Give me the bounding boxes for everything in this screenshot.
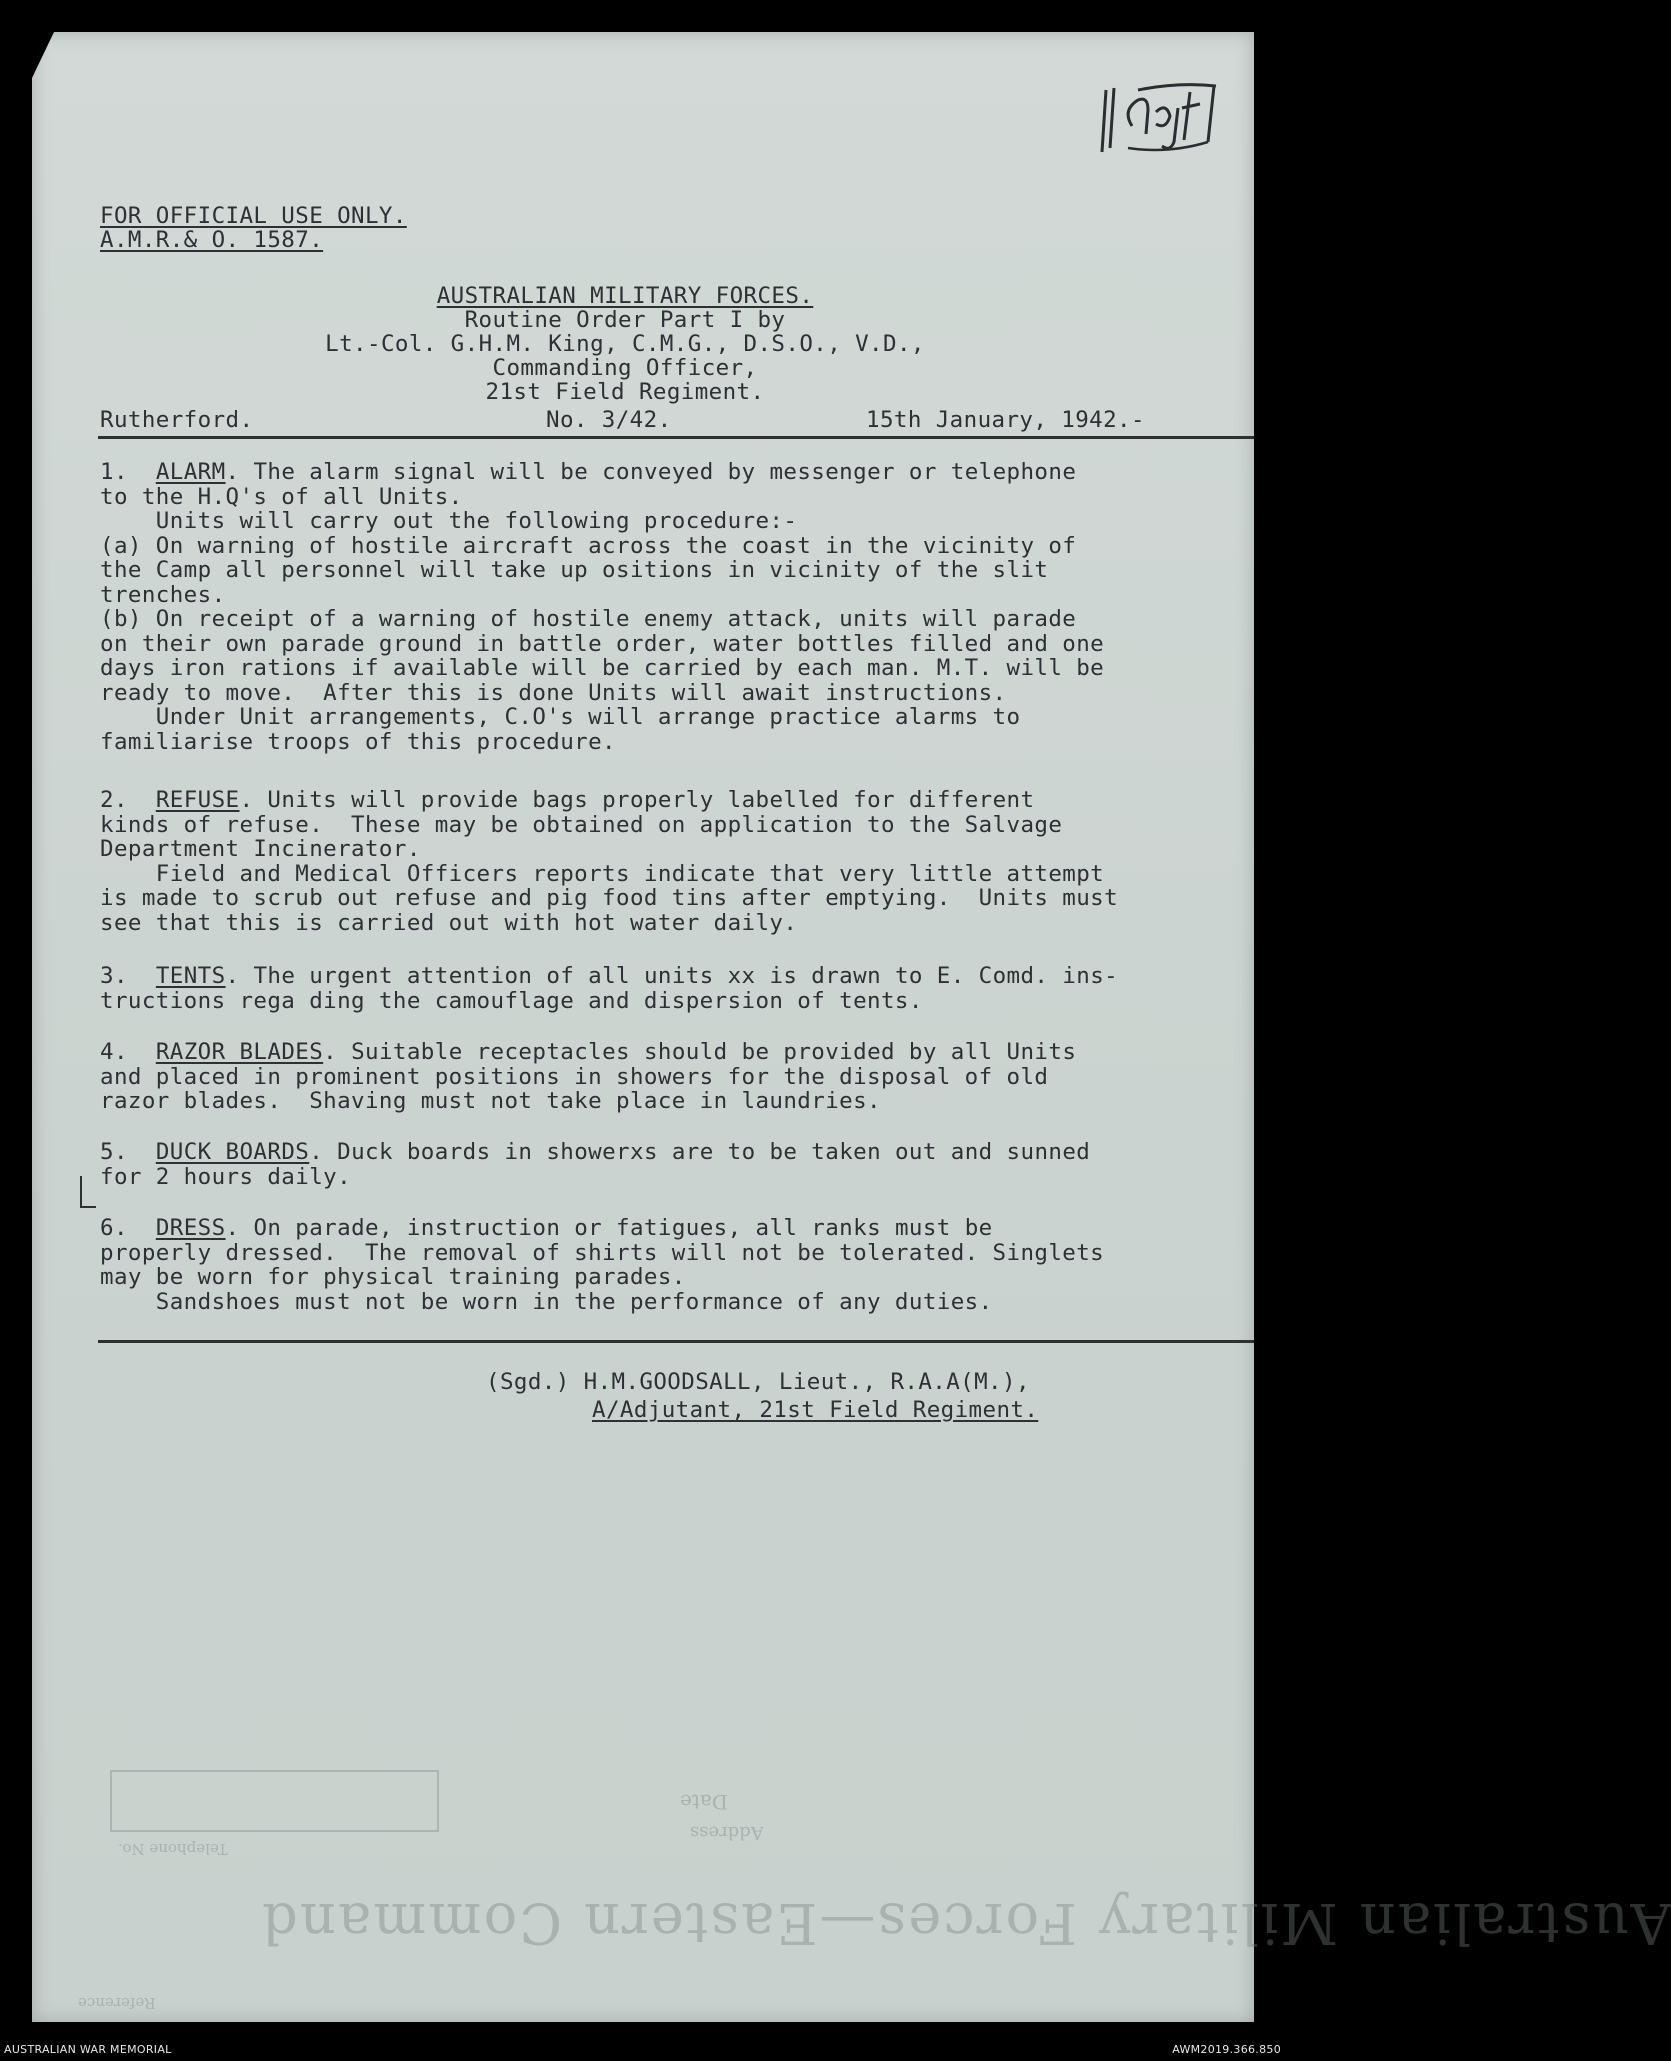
- section-line: may be worn for physical training parades.: [100, 1264, 686, 1290]
- section-line: is made to scrub out refuse and pig food tins after emptying. Units must: [100, 885, 1119, 911]
- show-through-address: Address: [690, 1822, 764, 1843]
- section-dress: 6. DRESS. On parade, instruction or fatigues, all ranks must be properly dressed. The removal of shirts will not be tolerated. Singlets may be worn for physical training parades. Sandshoes must not be worn in the performance of any duties.: [100, 1216, 1230, 1314]
- section-heading: ALARM: [155, 459, 226, 485]
- section-line: The alarm signal will be conveyed by messenger or telephone: [239, 459, 1077, 485]
- section-number: 6.: [100, 1215, 128, 1241]
- section-line: familiarise troops of this procedure.: [100, 728, 617, 755]
- section-line: Department Incinerator.: [100, 836, 421, 862]
- title-line-3: Lt.-Col. G.H.M. King, C.M.G., D.S.O., V.D.,: [325, 331, 925, 357]
- handwritten-adjt-mark: [1098, 82, 1228, 158]
- signature-line-2: A/Adjutant, 21st Field Regiment.: [592, 1397, 1039, 1423]
- section-line: Duck boards in showerxs are to be taken out and sunned: [323, 1139, 1091, 1165]
- section-line: kinds of refuse. These may be obtained on application to the Salvage: [100, 811, 1063, 838]
- section-heading: REFUSE: [155, 787, 240, 813]
- section-line: tructions rega ding the camouflage and dispersion of tents.: [100, 987, 923, 1014]
- section-line: Under Unit arrangements, C.O's will arrange practice alarms to: [100, 704, 1021, 730]
- section-heading: DRESS: [155, 1215, 226, 1241]
- section-line: Units will provide bags properly labelled for different: [253, 787, 1035, 813]
- section-line: the Camp all personnel will take up ositions in vicinity of the slit: [100, 557, 1049, 583]
- section-number: 2.: [100, 787, 128, 813]
- order-location: Rutherford.: [100, 407, 254, 433]
- section-line: The urgent attention of all units xx is drawn to E. Comd. ins-: [239, 963, 1119, 989]
- section-heading: RAZOR BLADES: [155, 1039, 324, 1065]
- section-number: 3.: [100, 963, 128, 989]
- show-through-telephone: Telephone No.: [118, 1840, 228, 1858]
- section-line: Field and Medical Officers reports indicate that very little attempt: [100, 860, 1105, 887]
- archive-credit: AUSTRALIAN WAR MEMORIAL: [4, 2043, 172, 2056]
- section-line: for 2 hours daily.: [100, 1163, 352, 1190]
- section-heading: DUCK BOARDS: [155, 1139, 310, 1165]
- section-razor-blades: 4. RAZOR BLADES. Suitable receptacles should be provided by all Units and placed in prominent positions in showers for the disposal of old razor blades. Shaving must not take place in laundries.: [100, 1040, 1230, 1114]
- section-duck-boards: 5. DUCK BOARDS. Duck boards in showerxs are to be taken out and sunned for 2 hours daily.: [100, 1140, 1230, 1189]
- section-line: ready to move. After this is done Units will await instructions.: [100, 679, 1007, 706]
- signature-block: [486, 1368, 1038, 1424]
- section-tents: 3. TENTS. The urgent attention of all units xx is drawn to E. Comd. ins- tructions rega ding the camouflage and dispersion of tents.: [100, 964, 1230, 1013]
- section-line: On parade, instruction or fatigues, all ranks must be: [239, 1215, 993, 1241]
- section-refuse: 2. REFUSE. Units will provide bags properly labelled for different kinds of refuse. These may be obtained on application to the Salvage Department Incinerator. Field and Medical Officers reports indicate that very little attempt is made to scrub out refuse and pig food tins after emptying. Units must see that this is carried out with hot water daily.: [100, 788, 1230, 935]
- classification-label: FOR OFFICIAL USE ONLY.: [100, 203, 407, 229]
- section-alarm: 1. ALARM. The alarm signal will be conveyed by messenger or telephone to the H.Q's of all Units. Units will carry out the following procedure:- (a) On warning of hostile aircraft across the coast in the vicinity of the Camp all personnel will take up ositions in vicinity of the slit trenches. (b) On receipt of a warning of hostile enemy attack, units will parade on their own parade ground in battle order, water bottles filled and one days iron rations if available will be carried by each man. M.T. will be ready to move. After this is done Units will await instructions. Under Unit arrangements, C.O's will arrange practice alarms to familiarise troops of this procedure.: [100, 460, 1230, 754]
- order-number: No. 3/42.: [546, 407, 672, 433]
- title-line-2: Routine Order Part I by: [464, 307, 786, 333]
- signature-line-1: (Sgd.) H.M.GOODSALL, Lieut., R.A.A(M.),: [486, 1369, 1030, 1395]
- section-line: razor blades. Shaving must not take place in laundries.: [100, 1088, 881, 1114]
- section-line: see that this is carried out with hot water daily.: [100, 909, 798, 936]
- section-line: trenches.: [100, 581, 226, 608]
- title-line-5: 21st Field Regiment.: [485, 379, 765, 405]
- section-number: 1.: [100, 459, 128, 485]
- header-divider: [98, 436, 1254, 439]
- show-through-date: Date: [680, 1790, 728, 1814]
- show-through-letterhead: Australian Military Forces—Eastern Command: [260, 1890, 1671, 1955]
- archive-item-id: AWM2019.366.850: [1172, 2043, 1281, 2056]
- section-line: (a) On warning of hostile aircraft across the coast in the vicinity of: [100, 532, 1077, 559]
- section-number: 4.: [100, 1039, 128, 1065]
- section-line: Sandshoes must not be worn in the performance of any duties.: [100, 1288, 993, 1315]
- section-line: on their own parade ground in battle order, water bottles filled and one: [100, 630, 1105, 657]
- torn-corner: [32, 32, 54, 78]
- title-block: [300, 284, 950, 404]
- section-line: Suitable receptacles should be provided by all Units: [337, 1039, 1077, 1065]
- section-line: (b) On receipt of a warning of hostile enemy attack, units will parade: [100, 606, 1077, 632]
- order-date: 15th January, 1942.-: [866, 407, 1145, 433]
- section-heading: TENTS: [155, 963, 226, 989]
- section-number: 5.: [100, 1139, 128, 1165]
- footer-divider: [98, 1340, 1254, 1343]
- section-line: days iron rations if available will be carried by each man. M.T. will be: [100, 655, 1105, 681]
- title-line-4: Commanding Officer,: [492, 355, 758, 381]
- title-line-1: AUSTRALIAN MILITARY FORCES.: [436, 283, 814, 309]
- section-line: Units will carry out the following procedure:-: [100, 508, 798, 534]
- section-line: and placed in prominent positions in showers for the disposal of old: [100, 1063, 1049, 1090]
- section-line: properly dressed. The removal of shirts will not be tolerated. Singlets: [100, 1239, 1105, 1266]
- reference-number: A.M.R.& O. 1587.: [100, 227, 324, 253]
- show-through-box: [110, 1770, 439, 1832]
- show-through-reference: Reference: [78, 1994, 156, 2012]
- pencil-bracket-mark: [80, 1176, 96, 1208]
- section-line: to the H.Q's of all Units.: [100, 483, 463, 510]
